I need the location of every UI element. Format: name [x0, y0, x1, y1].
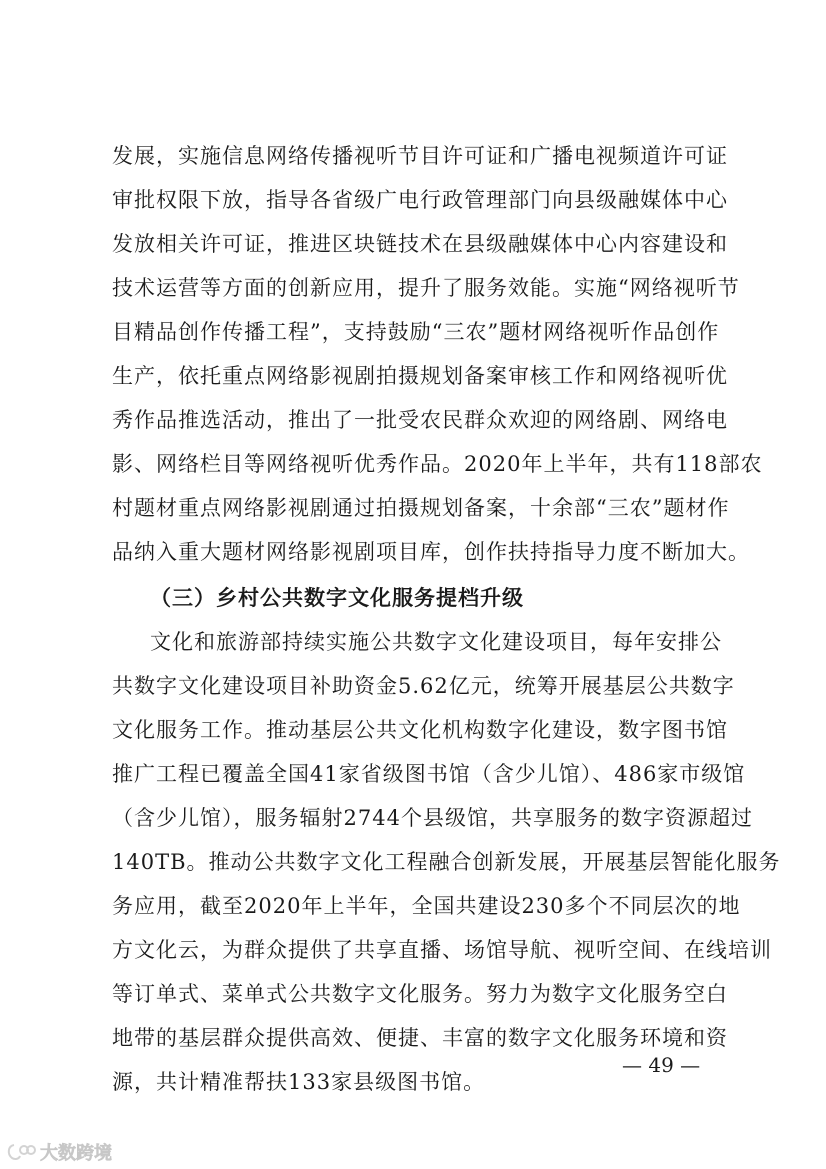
- section-heading: （三）乡村公共数字文化服务提档升级: [150, 586, 524, 610]
- paragraph-line: 推广工程已覆盖全国41家省级图书馆（含少儿馆）、486家市级馆: [112, 762, 746, 786]
- watermark-text: 大数跨境: [40, 1143, 112, 1164]
- paragraph-line: 村题材重点网络影视剧通过拍摄规划备案，十余部“三农”题材作: [112, 496, 730, 520]
- paragraph-line: 共数字文化建设项目补助资金5.62亿元，统筹开展基层公共数字: [112, 674, 735, 698]
- paragraph-line: 140TB。推动公共数字文化工程融合创新发展，开展基层智能化服务: [112, 850, 781, 874]
- paragraph-line: 技术运营等方面的创新应用，提升了服务效能。实施“网络视听节: [112, 276, 740, 300]
- paragraph-line: 等订单式、菜单式公共数字文化服务。努力为数字文化服务空白: [112, 982, 728, 1006]
- paragraph-line: 生产，依托重点网络影视剧拍摄规划备案审核工作和网络视听优: [112, 364, 728, 388]
- paragraph-line: 发放相关许可证，推进区块链技术在县级融媒体中心内容建设和: [112, 232, 728, 256]
- paragraph-line: 秀作品推选活动，推出了一批受农民群众欢迎的网络剧、网络电: [112, 408, 728, 432]
- paragraph-line: 审批权限下放，指导各省级广电行政管理部门向县级融媒体中心: [112, 188, 728, 212]
- paragraph-line: 务应用，截至2020年上半年，全国共建设230多个不同层次的地: [112, 894, 741, 918]
- paragraph-line: 影、网络栏目等网络视听优秀作品。2020年上半年，共有118部农: [112, 452, 763, 476]
- page-number: — 49 —: [622, 1053, 701, 1077]
- paragraph-line: 地带的基层群众提供高效、便捷、丰富的数字文化服务环境和资: [112, 1026, 728, 1050]
- paragraph-line: 源，共计精准帮扶133家县级图书馆。: [112, 1070, 486, 1094]
- paragraph-line: 文化和旅游部持续实施公共数字文化建设项目，每年安排公: [150, 630, 722, 654]
- paragraph-line: 品纳入重大题材网络影视剧项目库，创作扶持指导力度不断加大。: [112, 540, 750, 564]
- paragraph-line: 方文化云，为群众提供了共享直播、场馆导航、视听空间、在线培训: [112, 938, 772, 962]
- paragraph-line: 文化服务工作。推动基层公共文化机构数字化建设，数字图书馆: [112, 718, 728, 742]
- logo-mark-icon: [6, 1142, 36, 1162]
- paragraph-line: 目精品创作传播工程”，支持鼓励“三农”题材网络视听作品创作: [112, 320, 720, 344]
- watermark: [6, 1140, 112, 1164]
- paragraph-line: 发展，实施信息网络传播视听节目许可证和广播电视频道许可证: [112, 144, 728, 168]
- paragraph-line: （含少儿馆），服务辐射2744个县级馆，共享服务的数字资源超过: [112, 806, 753, 830]
